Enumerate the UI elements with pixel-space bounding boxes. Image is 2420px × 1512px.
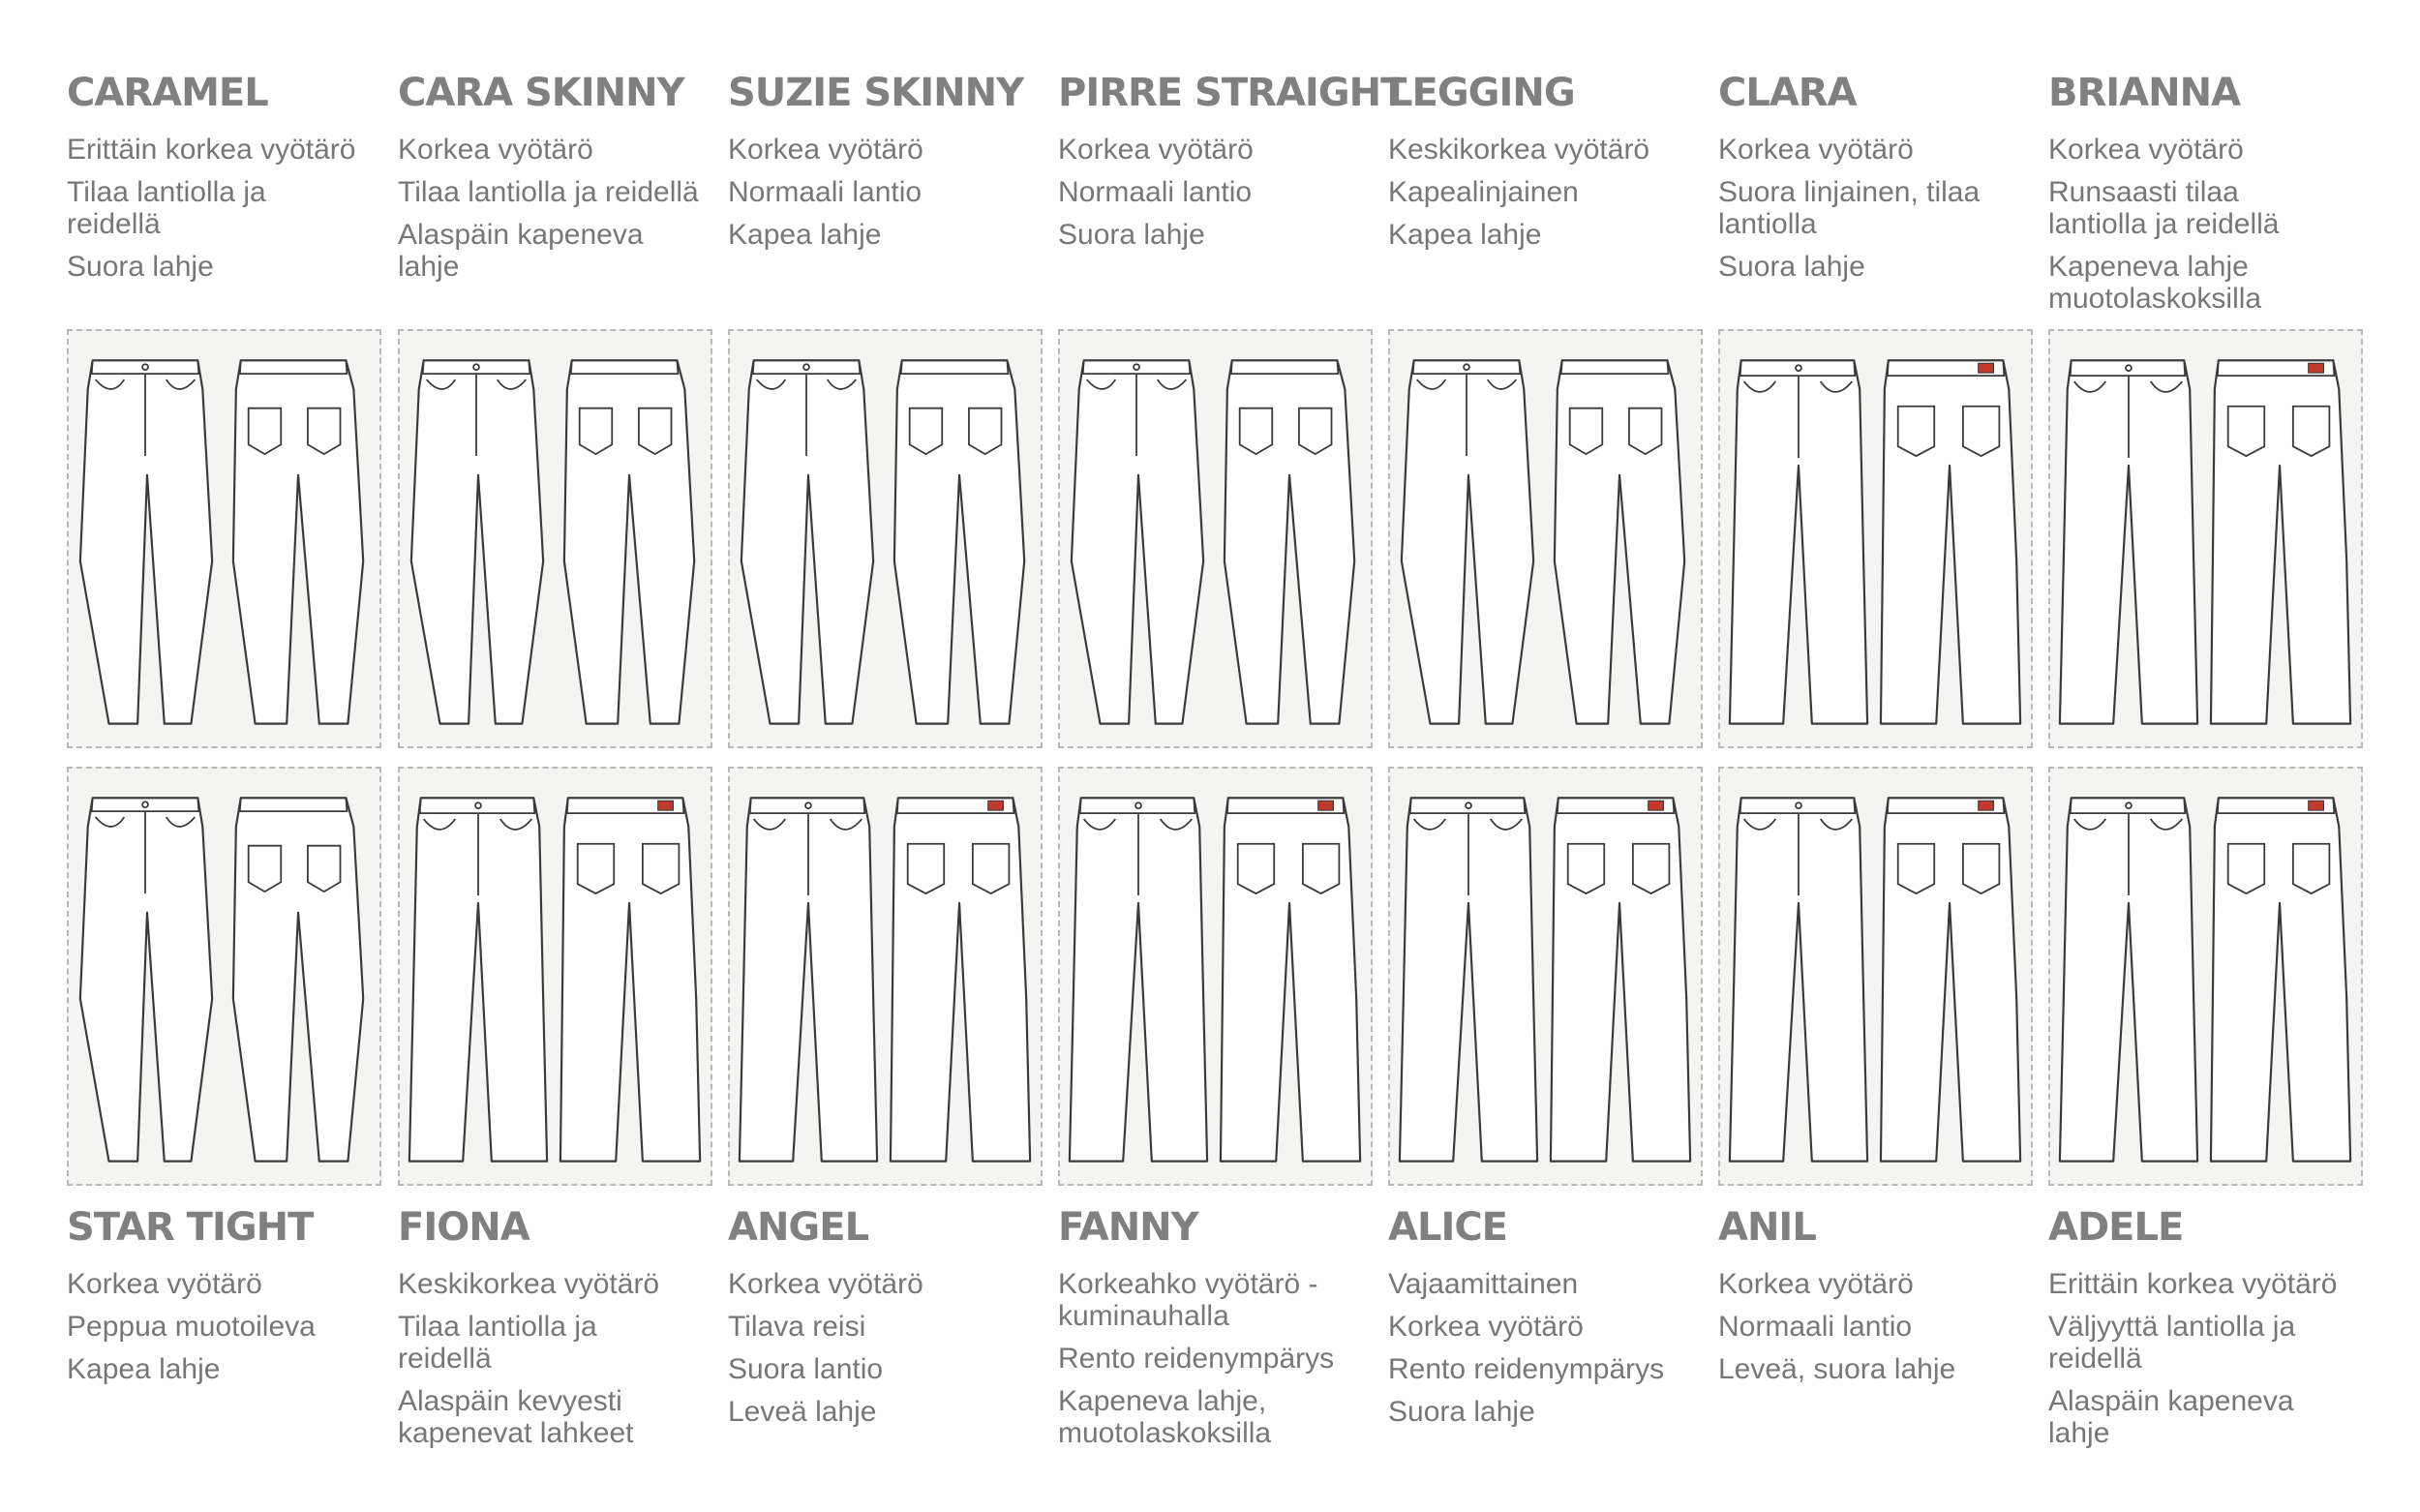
feature: Korkea vyötärö (1058, 134, 1254, 166)
feature: Korkea vyötärö (1388, 1311, 1584, 1343)
feature: Korkea vyötärö (2048, 134, 2244, 166)
model-name: FIONA (398, 1205, 529, 1250)
model-clara (1718, 66, 2033, 293)
suzie-skinny-jeans-icon (728, 329, 1043, 748)
fanny-jeans-icon (1058, 767, 1373, 1186)
model-star-tight (67, 1200, 381, 1396)
fiona-jeans-icon (398, 767, 712, 1186)
model-fanny (1058, 1200, 1373, 1460)
model-caramel (67, 66, 381, 293)
model-name: ADELE (2048, 1205, 2184, 1250)
feature: Tilaa lantiolla ja reidellä (398, 176, 699, 208)
feature: Alaspäin kevyesti kapenevat lahkeet (398, 1385, 634, 1449)
model-name: CLARA (1718, 71, 1857, 115)
feature: Korkea vyötärö (67, 1268, 262, 1300)
model-cara-skinny (398, 66, 712, 293)
clara-jeans-icon (1718, 329, 2033, 748)
model-name: FANNY (1058, 1205, 1198, 1250)
feature: Tilava reisi (728, 1311, 866, 1343)
model-name: STAR TIGHT (67, 1205, 314, 1250)
model-brianna (2048, 66, 2363, 325)
feature: Erittäin korkea vyötärö (67, 134, 356, 166)
feature: Korkea vyötärö (1718, 134, 1914, 166)
model-name: ALICE (1388, 1205, 1508, 1250)
pirre-straight-jeans-icon (1058, 329, 1373, 748)
feature: Normaali lantio (1718, 1311, 1913, 1343)
feature: Normaali lantio (1058, 176, 1253, 208)
model-name: CARA SKINNY (398, 71, 684, 115)
feature: Keskikorkea vyötärö (398, 1268, 660, 1300)
model-name: LEGGING (1388, 71, 1575, 115)
feature: Kapeneva lahje, muotolaskoksilla (1058, 1385, 1272, 1449)
feature: Kapea lahje (67, 1353, 221, 1385)
model-angel (728, 1200, 1043, 1438)
feature: Kapealinjainen (1388, 176, 1579, 208)
legging-jeans-icon (1388, 329, 1703, 748)
model-legging (1388, 66, 1703, 261)
feature: Korkea vyötärö (398, 134, 593, 166)
model-name: CARAMEL (67, 71, 268, 115)
feature: Suora linjainen, tilaa lantiolla (1718, 176, 1981, 240)
feature: Korkea vyötärö (728, 134, 923, 166)
cara-skinny-jeans-icon (398, 329, 712, 748)
model-name: ANIL (1718, 1205, 1816, 1250)
feature: Alaspäin kapeneva lahje (398, 219, 644, 283)
feature: Vajaamittainen (1388, 1268, 1579, 1300)
feature: Normaali lantio (728, 176, 923, 208)
feature: Kapea lahje (1388, 219, 1542, 251)
feature: Suora lantio (728, 1353, 884, 1385)
feature: Väljyyttä lantiolla ja reidellä (2048, 1311, 2296, 1375)
feature: Peppua muotoileva (67, 1311, 316, 1343)
model-alice (1388, 1200, 1703, 1438)
feature: Tilaa lantiolla ja reidellä (67, 176, 266, 240)
feature: Kapea lahje (728, 219, 882, 251)
feature: Korkea vyötärö (728, 1268, 923, 1300)
feature: Kapeneva lahje muotolaskoksilla (2048, 251, 2262, 315)
feature: Alaspäin kapeneva lahje (2048, 1385, 2294, 1449)
feature: Rento reidenympärys (1388, 1353, 1665, 1385)
model-suzie-skinny (728, 66, 1043, 261)
feature: Erittäin korkea vyötärö (2048, 1268, 2338, 1300)
star-tight-jeans-icon (67, 767, 381, 1186)
feature: Suora lahje (1718, 251, 1865, 283)
feature: Korkea vyötärö (1718, 1268, 1914, 1300)
feature: Tilaa lantiolla ja reidellä (398, 1311, 597, 1375)
feature: Runsaasti tilaa lantiolla ja reidellä (2048, 176, 2280, 240)
model-anil (1718, 1200, 2033, 1396)
feature: Leveä, suora lahje (1718, 1353, 1956, 1385)
feature: Suora lahje (1058, 219, 1205, 251)
brianna-jeans-icon (2048, 329, 2363, 748)
model-fiona (398, 1200, 712, 1460)
model-name: PIRRE STRAIGHT (1058, 71, 1407, 115)
feature: Rento reidenympärys (1058, 1343, 1335, 1375)
model-name: ANGEL (728, 1205, 869, 1250)
feature: Korkeahko vyötärö - kuminauhalla (1058, 1268, 1318, 1332)
model-pirre-straight (1058, 66, 1407, 261)
adele-jeans-icon (2048, 767, 2363, 1186)
model-adele (2048, 1200, 2363, 1460)
model-name: BRIANNA (2048, 71, 2241, 115)
feature: Keskikorkea vyötärö (1388, 134, 1650, 166)
caramel-jeans-icon (67, 329, 381, 748)
feature: Suora lahje (1388, 1396, 1535, 1428)
angel-jeans-icon (728, 767, 1043, 1186)
model-name: SUZIE SKINNY (728, 71, 1024, 115)
feature: Leveä lahje (728, 1396, 877, 1428)
feature: Suora lahje (67, 251, 214, 283)
anil-jeans-icon (1718, 767, 2033, 1186)
alice-jeans-icon (1388, 767, 1703, 1186)
